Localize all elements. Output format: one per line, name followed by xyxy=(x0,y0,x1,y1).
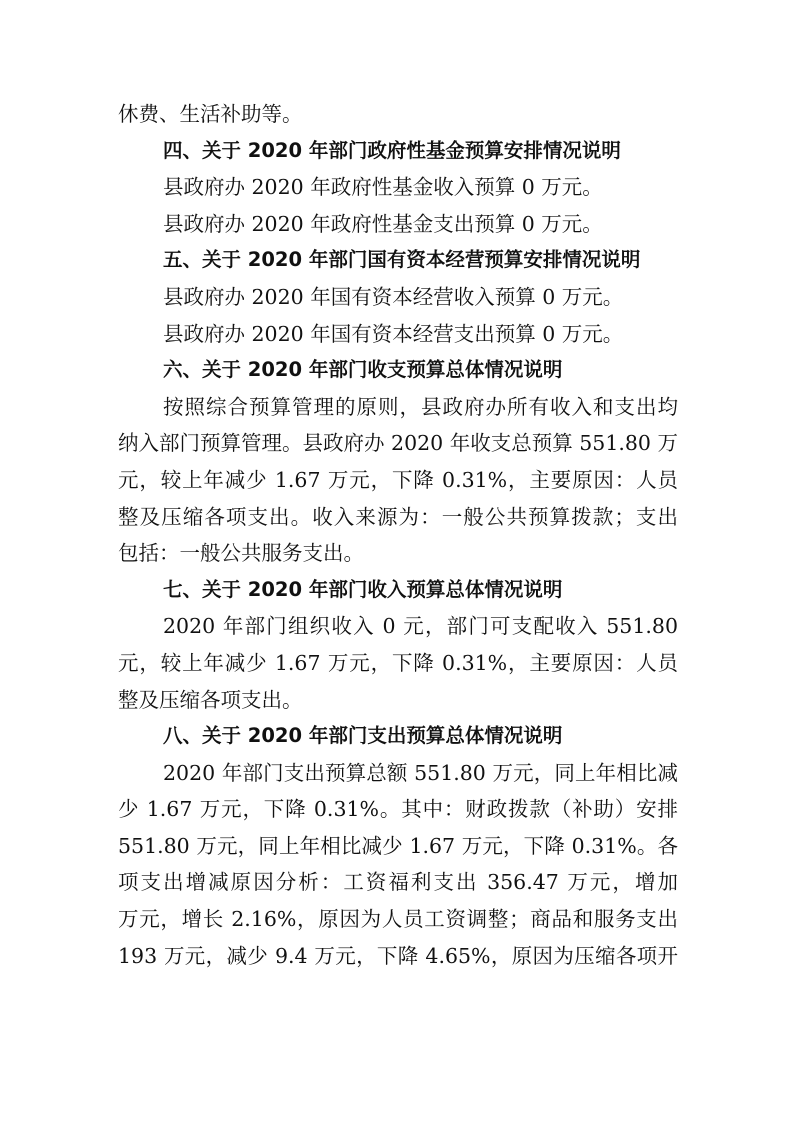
paragraph-text: 551.80 万元，同上年相比减少 1.67 万元，下降 0.31%。各 xyxy=(118,833,678,858)
paragraph-text: 2020 年部门组织收入 0 元，部门可支配收入 551.80 xyxy=(163,614,678,639)
paragraph-text: 县政府办 2020 年政府性基金支出预算 0 万元。 xyxy=(163,211,603,236)
paragraph-text: 少 1.67 万元，下降 0.31%。其中：财政拨款（补助）安排 xyxy=(118,797,678,822)
paragraph-text: 县政府办 2020 年国有资本经营收入预算 0 万元。 xyxy=(163,284,624,309)
paragraph-text: 县政府办 2020 年政府性基金收入预算 0 万元。 xyxy=(163,175,603,200)
paragraph-text: 2020 年部门支出预算总额 551.80 万元，同上年相比减 xyxy=(163,760,678,785)
paragraph-text: 万元，增长 2.16%，原因为人员工资调整；商品和服务支出 xyxy=(118,907,678,932)
section-heading-4: 四、关于 2020 年部门政府性基金预算安排情况说明 xyxy=(163,138,621,162)
section-heading-8: 八、关于 2020 年部门支出预算总体情况说明 xyxy=(163,724,563,748)
paragraph-text: 纳入部门预算管理。县政府办 2020 年收支总预算 551.80 万 xyxy=(118,431,678,456)
section-heading-5: 五、关于 2020 年部门国有资本经营预算安排情况说明 xyxy=(163,248,641,272)
paragraph-text: 193 万元，减少 9.4 万元，下降 4.65%，原因为压缩各项开 xyxy=(118,943,678,968)
paragraph-text: 元，较上年减少 1.67 万元，下降 0.31%，主要原因：人员 xyxy=(118,467,678,492)
paragraph-text: 县政府办 2020 年国有资本经营支出预算 0 万元。 xyxy=(163,321,624,346)
document-body xyxy=(118,96,678,974)
paragraph-text: 按照综合预算管理的原则，县政府办所有收入和支出均 xyxy=(163,394,678,419)
paragraph-text: 整及压缩各项支出。 xyxy=(118,687,303,712)
paragraph-text: 项支出增减原因分析：工资福利支出 356.47 万元，增加 xyxy=(118,870,678,895)
paragraph-text: 包括：一般公共服务支出。 xyxy=(118,541,364,566)
paragraph-text: 整及压缩各项支出。收入来源为：一般公共预算拨款；支出 xyxy=(118,504,678,529)
section-heading-6: 六、关于 2020 年部门收支预算总体情况说明 xyxy=(163,358,563,382)
paragraph-text: 休费、生活补助等。 xyxy=(118,102,303,126)
section-heading-7: 七、关于 2020 年部门收入预算总体情况说明 xyxy=(163,577,563,601)
paragraph-text: 元，较上年减少 1.67 万元，下降 0.31%，主要原因：人员 xyxy=(118,650,678,675)
